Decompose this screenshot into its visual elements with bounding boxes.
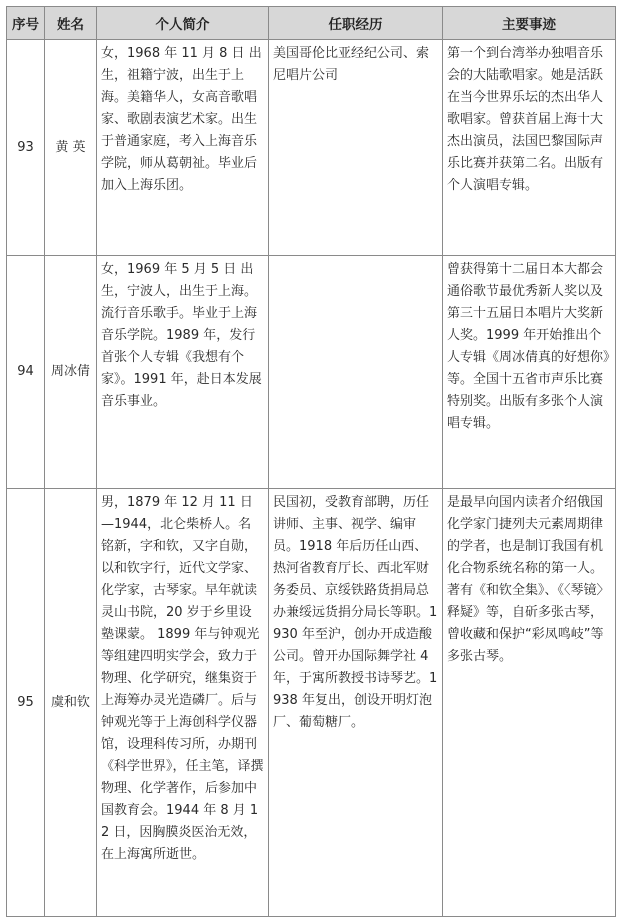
row-number: 95 — [7, 489, 45, 917]
table-row — [7, 489, 616, 917]
document-page — [6, 6, 615, 917]
person-name: 黄 英 — [45, 40, 97, 256]
row-number: 94 — [7, 256, 45, 489]
table-header-row — [7, 7, 616, 40]
row-number: 93 — [7, 40, 45, 256]
person-career: 美国哥伦比亚经纪公司、索尼唱片公司 — [269, 40, 443, 256]
header-career: 任职经历 — [269, 7, 443, 40]
person-career: 民国初，受教育部聘，历任讲师、主事、视学、编审员。1918 年后历任山西、热河省教育厅长、西北军财务委员、京绥铁路货捐局总办兼绥远货捐分局长等职。1930 年至沪，创办开成造酸公司。曾开办国际舞学社 4 年，于寓所教授书诗琴艺。1938 年复出，创设开明灯泡厂、葡萄糖厂。 — [269, 489, 443, 917]
person-name: 周冰倩 — [45, 256, 97, 489]
table-row — [7, 256, 616, 489]
person-deeds: 第一个到台湾举办独唱音乐会的大陆歌唱家。她是活跃在当今世界乐坛的杰出华人歌唱家。曾获首届上海十大杰出演员，法国巴黎国际声乐比赛并获第二名。出版有个人演唱专辑。 — [443, 40, 616, 256]
person-name: 虞和钦 — [45, 489, 97, 917]
person-bio: 男，1879 年 12 月 11 日 —1944，北仑柴桥人。名铭新，字和钦，又字自勋，以和钦字行，近代文学家、化学家，古琴家。早年就读灵山书院，20 岁于乡里设塾课蒙。 1899 年与钟观光等组建四明实学会，致力于物理、化学研究，继集资于上海筹办灵光造磷厂。后与钟观光等于上海创科学仪器馆，设理科传习所，办期刊《科学世界》，任主笔，译撰物理、化学著作，后参加中国教育会。1944 年 8 月 12 日，因胸膜炎医治无效，在上海寓所逝世。 — [97, 489, 269, 917]
header-deeds: 主要事迹 — [443, 7, 616, 40]
header-bio: 个人简介 — [97, 7, 269, 40]
header-no: 序号 — [7, 7, 45, 40]
person-deeds: 曾获得第十二届日本大都会通俗歌节最优秀新人奖以及第三十五届日本唱片大奖新人奖。1999 年开始推出个人专辑《周冰倩真的好想你》等。全国十五省市声乐比赛特别奖。出版有多张个人演唱专辑。 — [443, 256, 616, 489]
header-name: 姓名 — [45, 7, 97, 40]
person-bio: 女，1968 年 11 月 8 日 出生，祖籍宁波，出生于上海。美籍华人，女高音歌唱家、歌剧表演艺术家。出生于普通家庭，考入上海音乐学院，师从葛朝祉。毕业后加入上海乐团。 — [97, 40, 269, 256]
person-deeds: 是最早向国内读者介绍俄国化学家门捷列夫元素周期律的学者，也是制订我国有机化合物系统名称的第一人。著有《和钦全集》、《〈琴镜〉释疑》等，自斫多张古琴，曾收藏和保护“彩凤鸣岐”等多张古琴。 — [443, 489, 616, 917]
person-bio: 女，1969 年 5 月 5 日 出生，宁波人，出生于上海。流行音乐歌手。毕业于上海音乐学院。1989 年，发行首张个人专辑《我想有个家》。1991 年，赴日本发展音乐事业。 — [97, 256, 269, 489]
person-career — [269, 256, 443, 489]
biography-table — [6, 6, 616, 917]
table-row — [7, 40, 616, 256]
